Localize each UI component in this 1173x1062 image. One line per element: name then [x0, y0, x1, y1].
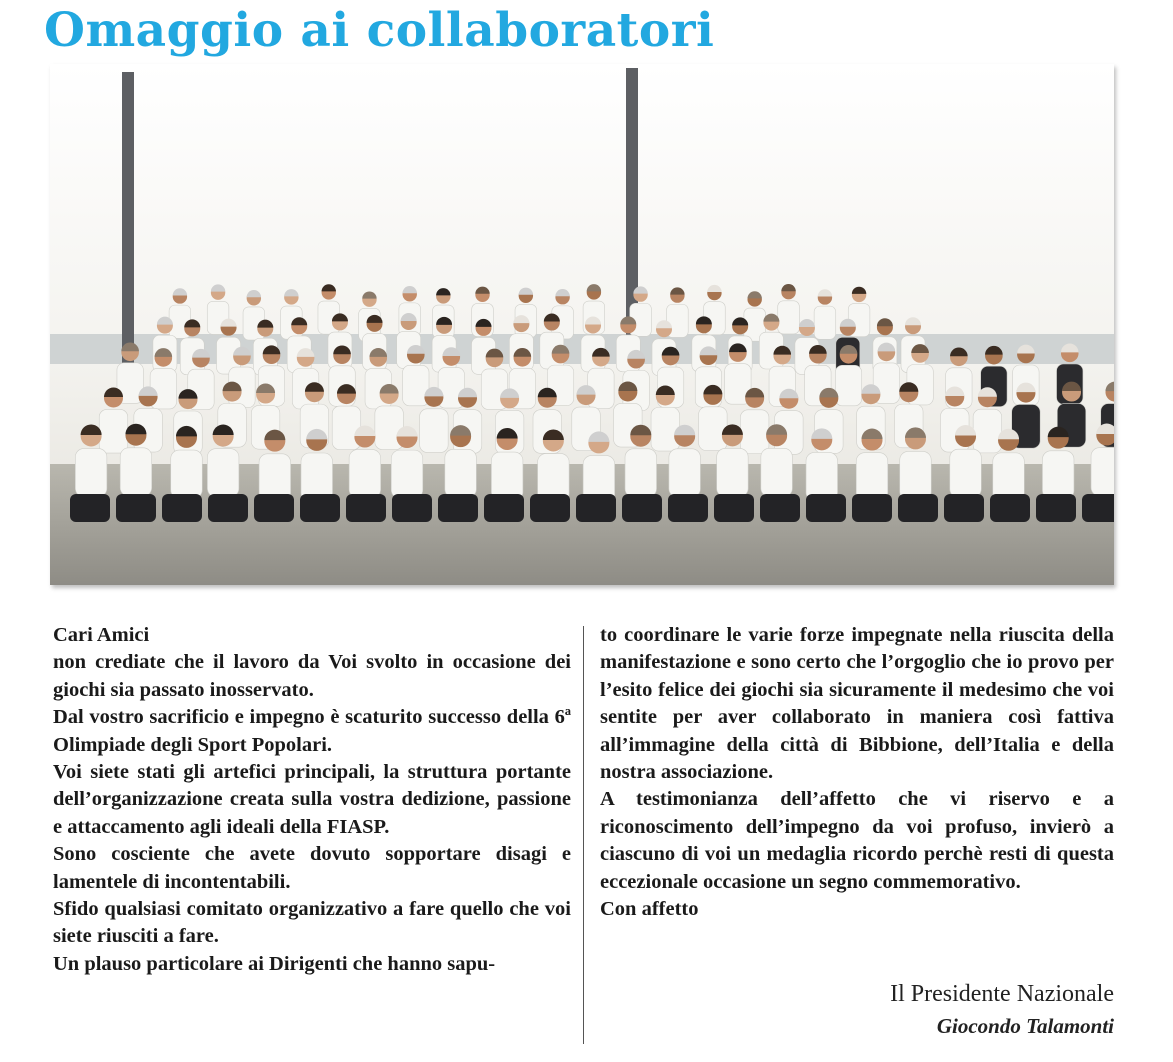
- person-body: [835, 365, 861, 405]
- person-body: [445, 449, 477, 497]
- paragraph: Sfido qualsiasi comitato organizzativo a fare quello che voi siete riusciti a fare.: [53, 898, 571, 948]
- person-legs: [944, 494, 984, 522]
- person-legs: [484, 494, 524, 522]
- person-legs: [530, 494, 570, 522]
- person-legs: [760, 494, 800, 522]
- person-legs: [714, 494, 754, 522]
- person-body: [1042, 451, 1074, 499]
- group-photo-illustration: [50, 64, 1114, 585]
- column-divider: [583, 626, 584, 1044]
- person-body: [75, 449, 107, 497]
- person-body: [349, 450, 381, 498]
- person-body: [993, 453, 1024, 501]
- closing: Con affetto: [600, 898, 699, 921]
- person-legs: [70, 494, 110, 522]
- person-legs: [576, 494, 616, 522]
- paragraph: non crediate che il lavoro da Voi svolto in occasione dei giochi sia passato inosservato.: [53, 651, 571, 701]
- person-legs: [438, 494, 478, 522]
- person-legs: [852, 494, 892, 522]
- person-legs: [806, 494, 846, 522]
- person-body: [699, 407, 728, 451]
- paragraph: to coordinare le varie forze impegnate nella riuscita della manifestazione e sono certo che l’orgoglio che io provo per l’esito felice dei giochi sia sicuramente il medesimo che voi sentite per aver collaborato in maniera così fattiva all’immagine della città di Bibbione, dell’Italia e della nostra associazione.: [600, 624, 1114, 784]
- person-body: [207, 449, 239, 497]
- group-photo: [50, 64, 1114, 585]
- person-legs: [622, 494, 662, 522]
- person-body: [761, 448, 793, 496]
- article-title: Omaggio ai collaboratori: [44, 3, 715, 58]
- person-legs: [668, 494, 708, 522]
- person-body: [740, 410, 769, 454]
- person-body: [778, 301, 800, 334]
- person-body: [900, 451, 932, 499]
- person-legs: [392, 494, 432, 522]
- article-left-column: [53, 622, 571, 978]
- person-body: [669, 449, 701, 497]
- person-body: [717, 448, 749, 496]
- person-legs: [116, 494, 156, 522]
- signature-role: Il Presidente Nazionale: [890, 981, 1114, 1007]
- paragraph: Un plauso particolare ai Dirigenti che hanno sapu-: [53, 952, 496, 975]
- person-body: [625, 449, 657, 497]
- person-legs: [162, 494, 202, 522]
- person-body: [391, 450, 423, 498]
- person-body: [651, 407, 680, 451]
- person-legs: [990, 494, 1030, 522]
- person-legs: [1036, 494, 1076, 522]
- signature-name: Giocondo Talamonti: [936, 1014, 1114, 1038]
- paragraph: Sono cosciente che avete dovuto sopportare disagi e lamentele di incontentabili.: [53, 843, 571, 893]
- person-legs: [208, 494, 248, 522]
- person-body: [950, 449, 982, 497]
- salutation: Cari Amici: [53, 624, 150, 646]
- person-body: [856, 453, 888, 501]
- paragraph: Voi siete stati gli artefici principali, la struttura portante dell’organizzazione creata sulla vostra dedizione, passione e attaccamento agli ideali della FIASP.: [53, 761, 571, 838]
- person-body: [120, 448, 152, 496]
- person-body: [99, 409, 128, 453]
- person-body: [491, 452, 522, 500]
- paragraph: A testimonianza dell’affetto che vi riservo e a riconoscimento dell’impegno da voi profuso, invierò a ciascuno di voi un medaglia ricordo perchè resti di questa eccezionale occasione un segno commemorativo.: [600, 788, 1114, 893]
- person-legs: [346, 494, 386, 522]
- paragraph: Dal vostro sacrificio e impegno è scaturito successo della 6ª Olimpiade degli Sport Popolari.: [53, 706, 571, 756]
- person-legs: [898, 494, 938, 522]
- person-body: [973, 409, 1002, 453]
- person-legs: [1082, 494, 1114, 522]
- person-legs: [300, 494, 340, 522]
- person-body: [1091, 448, 1114, 496]
- article-right-column: [600, 622, 1114, 923]
- person-body: [171, 450, 203, 498]
- person-body: [814, 306, 836, 339]
- person-body: [806, 452, 838, 500]
- person-body: [420, 409, 449, 453]
- person-legs: [254, 494, 294, 522]
